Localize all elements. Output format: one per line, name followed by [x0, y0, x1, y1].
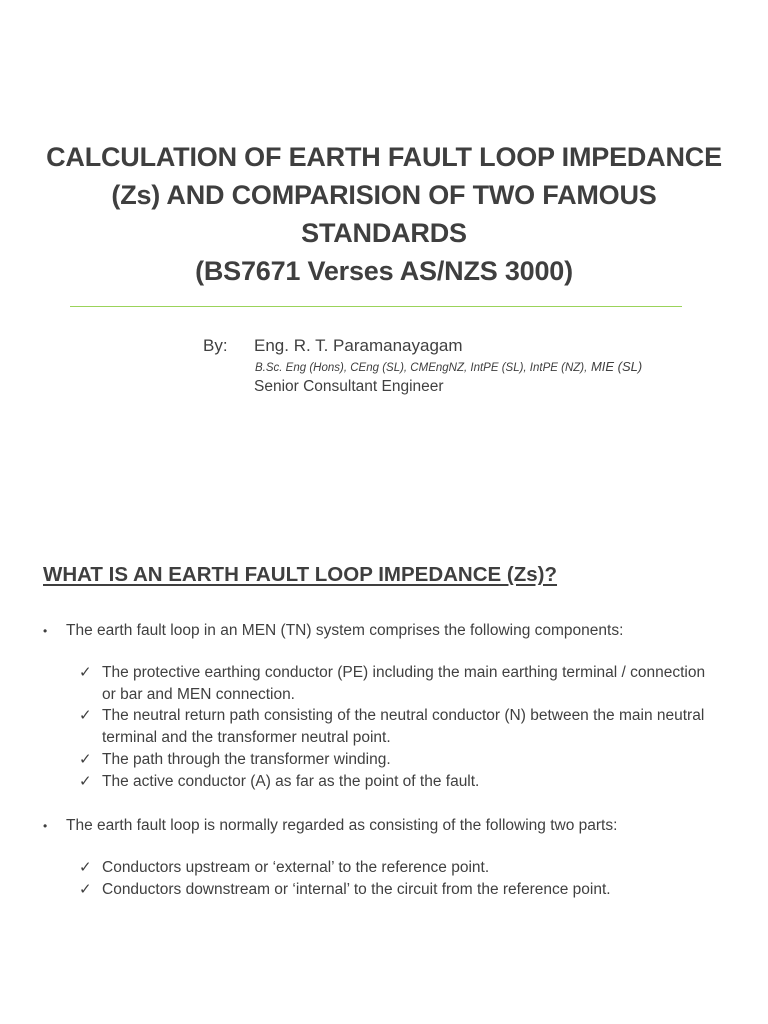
title-line-3: STANDARDS — [301, 218, 467, 248]
checklist-item — [79, 857, 712, 879]
checklist-item — [79, 749, 712, 771]
qualifications-tail: MIE (SL) — [587, 359, 643, 374]
section-heading: WHAT IS AN EARTH FAULT LOOP IMPEDANCE (Zs)? — [43, 563, 558, 586]
checkmark-icon: ✓ — [79, 859, 92, 876]
qualifications-text: B.Sc. Eng (Hons), CEng (SL), CMEngNZ, IntPE (SL), IntPE (NZ), — [255, 362, 588, 374]
checklist-text: The neutral return path consisting of the neutral conductor (N) between the main neutral terminal and the transformer neutral point. — [102, 707, 705, 747]
checkmark-icon: ✓ — [79, 750, 92, 768]
checklist-text: Conductors upstream or ‘external’ to the reference point. — [102, 859, 490, 876]
checklist-text: Conductors downstream or ‘internal’ to the circuit from the reference point. — [102, 880, 611, 898]
bullet-group-1 — [43, 621, 723, 792]
checklist-item — [79, 662, 712, 705]
title-divider — [70, 306, 682, 307]
checklist — [79, 857, 723, 900]
author-name: Eng. R. T. Paramanayagam — [254, 336, 463, 355]
title-line-2: (Zs) AND COMPARISION OF TWO FAMOUS — [111, 180, 657, 210]
checklist — [79, 662, 723, 792]
author-qualifications — [255, 359, 642, 376]
checkmark-icon: ✓ — [79, 664, 92, 681]
document-title — [30, 138, 738, 290]
bullet-item — [43, 621, 723, 641]
checkmark-icon: ✓ — [79, 772, 92, 790]
author-role: Senior Consultant Engineer — [254, 378, 444, 395]
by-label: By: — [203, 336, 228, 355]
bullet-icon: • — [43, 819, 48, 833]
bullet-text: The earth fault loop is normally regarded as consisting of the following two parts: — [66, 817, 618, 834]
bullet-item — [43, 816, 723, 836]
title-line-1: CALCULATION OF EARTH FAULT LOOP IMPEDANCE — [46, 142, 722, 172]
bullet-text: The earth fault loop in an MEN (TN) system comprises the following components: — [66, 622, 624, 639]
checklist-text: The path through the transformer winding. — [102, 750, 391, 768]
bullet-icon: • — [43, 624, 48, 638]
bullet-group-2 — [43, 816, 723, 900]
checklist-item — [79, 705, 712, 748]
checklist-item — [79, 771, 712, 793]
title-line-4: (BS7671 Verses AS/NZS 3000) — [195, 256, 573, 286]
checklist-text: The active conductor (A) as far as the point of the fault. — [102, 772, 480, 790]
checklist-text: The protective earthing conductor (PE) including the main earthing terminal / connection or bar and MEN connection. — [102, 664, 706, 703]
checklist-item — [79, 879, 712, 901]
checkmark-icon: ✓ — [79, 880, 92, 898]
checkmark-icon: ✓ — [79, 707, 92, 725]
